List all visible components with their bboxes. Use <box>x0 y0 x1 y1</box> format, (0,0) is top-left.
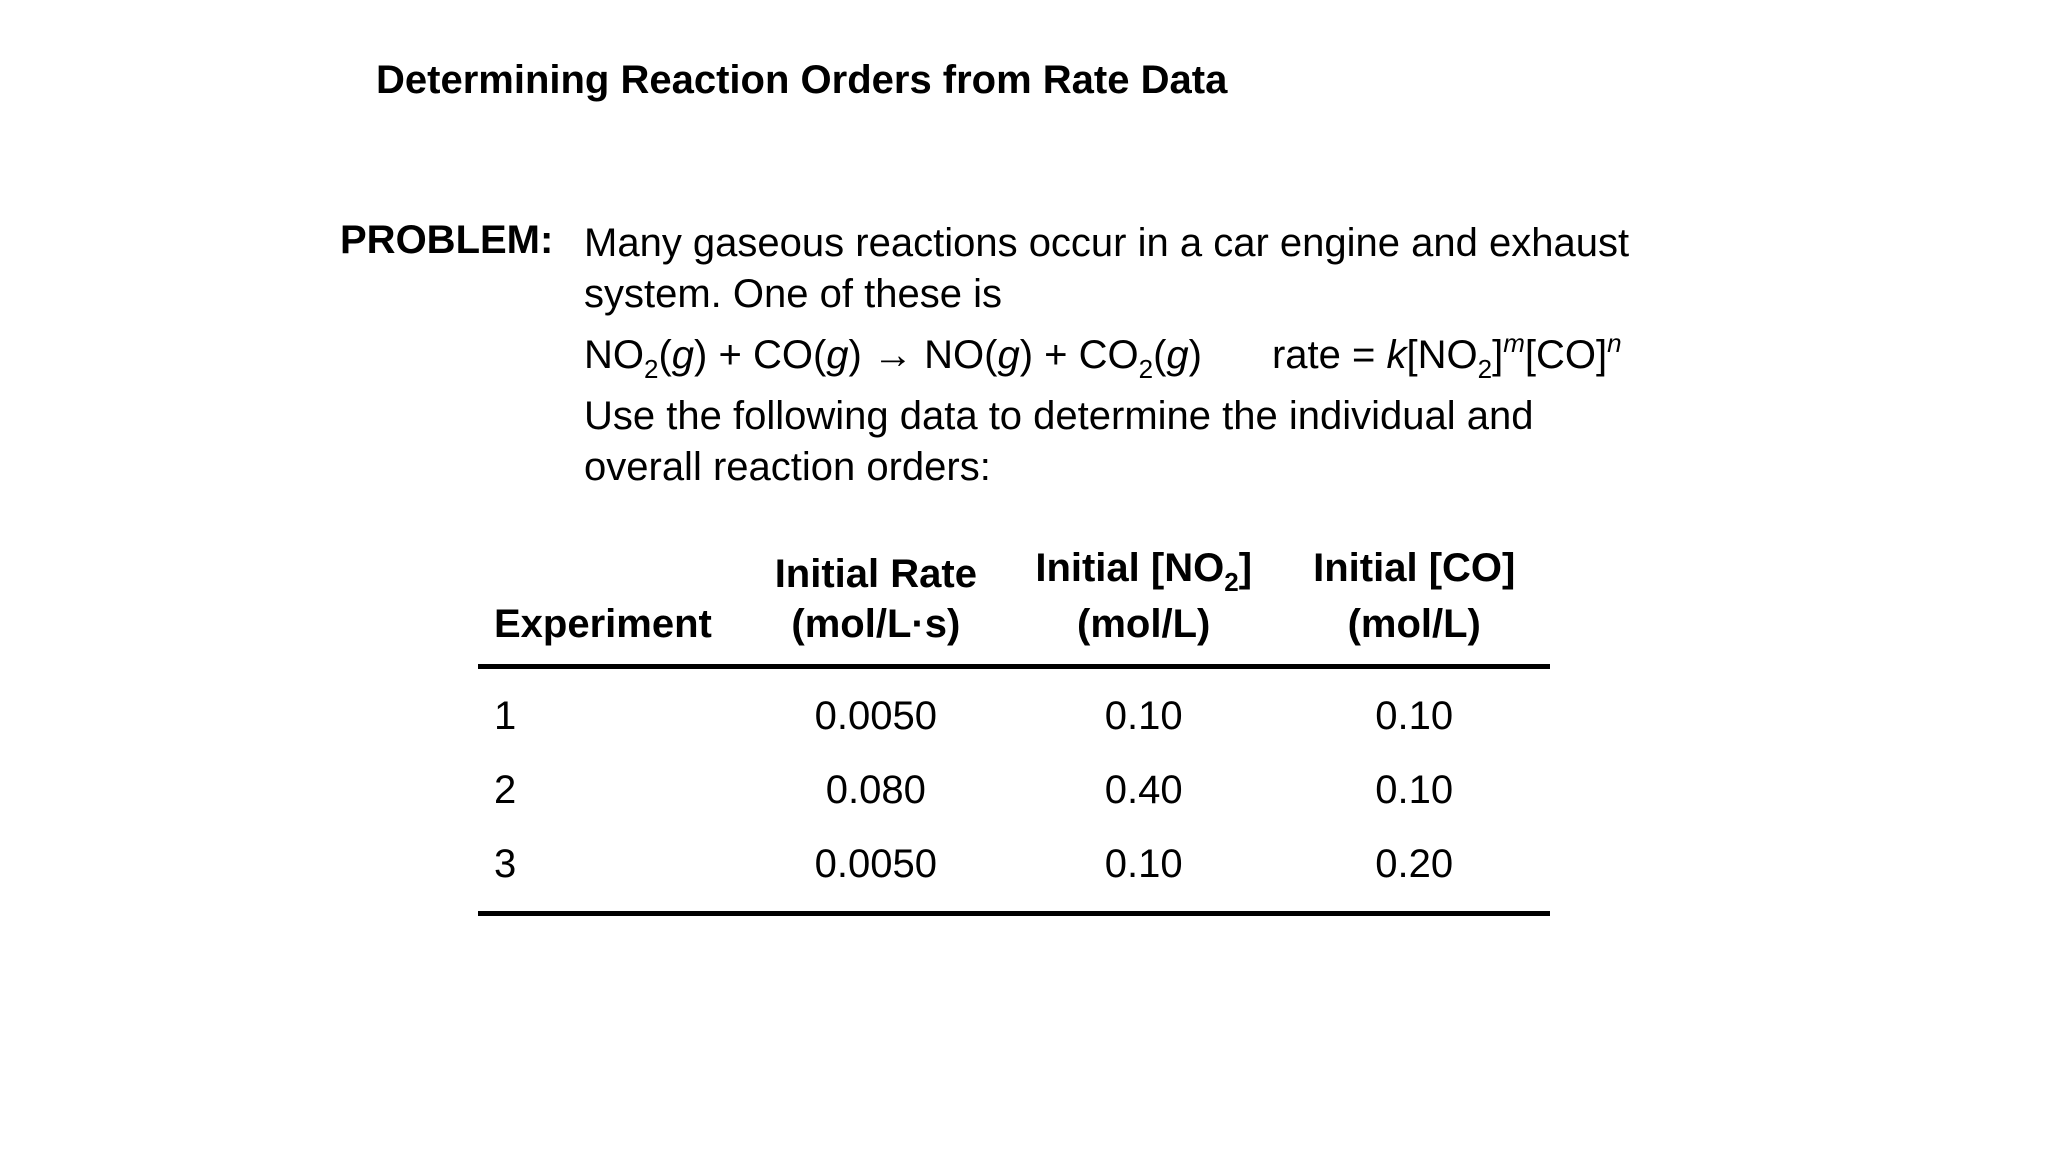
cell-initial-no2: 0.10 <box>1009 827 1279 914</box>
reaction-equation-line <box>584 328 1784 384</box>
cell-initial-rate: 0.0050 <box>814 693 937 738</box>
reaction-equation: $NO_2(g) + CO(g) \to NO(g) + CO_2(g)$ <box>584 333 1202 384</box>
header-experiment: Experiment <box>478 540 743 667</box>
cell-initial-rate: 0.0050 <box>743 827 1009 914</box>
cell-initial-co: 0.10 <box>1375 693 1454 738</box>
header-initial-rate: Initial Rate (mol/L·s) <box>743 540 1009 667</box>
cell-experiment: 2 <box>494 767 517 812</box>
problem-text-line-3: Use the following data to determine the individual and <box>584 394 1534 438</box>
header-initial-no2: Initial $[NO_2]$ (mol/L) <box>1009 540 1279 667</box>
header-initial-co: Initial [CO] (mol/L) <box>1278 540 1550 667</box>
table-row <box>478 667 1550 754</box>
cell-initial-no2: 0.40 <box>1104 767 1183 812</box>
rate-data-table <box>478 540 1550 916</box>
cell-initial-no2: 0.10 <box>1104 693 1183 738</box>
cell-experiment: 3 <box>478 827 743 914</box>
rate-law: rate = $k[NO_2]^m[CO]^n$ <box>1271 328 1622 384</box>
slide-title: Determining Reaction Orders from Rate Data <box>376 58 1228 102</box>
problem-label: PROBLEM: <box>340 218 554 262</box>
problem-text-line-2: system. One of these is <box>584 272 1002 316</box>
cell-initial-rate: 0.080 <box>825 767 926 812</box>
problem-body <box>584 218 1784 493</box>
problem-text-line-4: overall reaction orders: <box>584 445 991 489</box>
table-row <box>478 827 1550 914</box>
cell-initial-co: 0.20 <box>1278 827 1550 914</box>
table-row <box>478 753 1550 827</box>
cell-experiment: 1 <box>494 693 517 738</box>
table-header-row <box>478 540 1550 667</box>
cell-initial-co: 0.10 <box>1375 767 1454 812</box>
problem-text-line-1: Many gaseous reactions occur in a car engine and exhaust <box>584 221 1630 265</box>
